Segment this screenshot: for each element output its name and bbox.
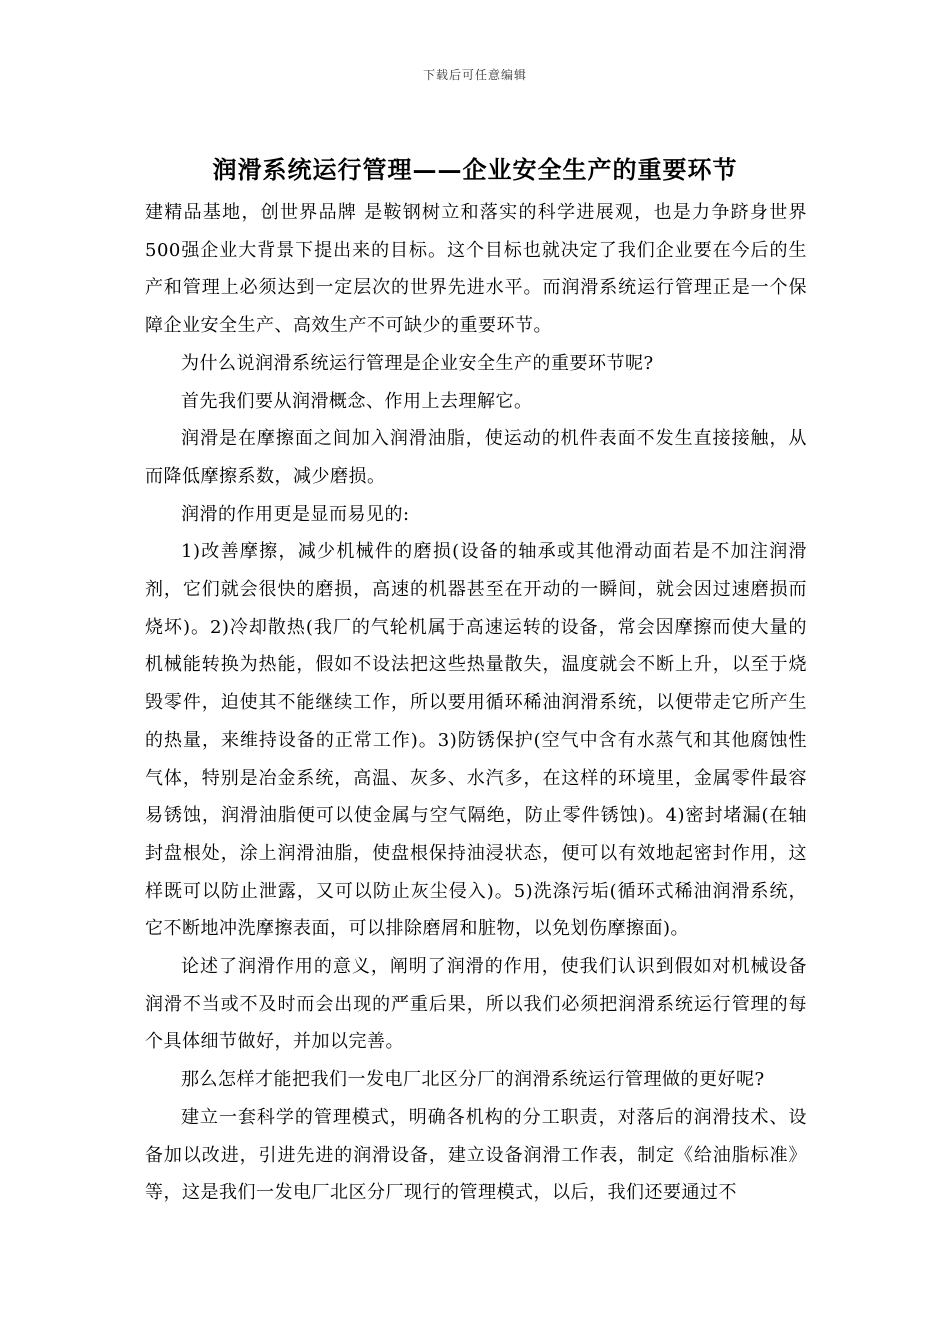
paragraph-functions-heading: 润滑的作用更是显而易见的: bbox=[181, 503, 410, 525]
paragraph-model: 建立一套科学的管理模式，明确各机构的分工职责，对落后的润滑技术、设备加以改进，引进先进的润滑设备，建立设备润滑工作表，制定《给油脂标准》等，这是我们一发电厂北区分厂现行的管理模式，以后，我们还要通过不 bbox=[145, 1106, 807, 1204]
paragraph-how: 那么怎样才能把我们一发电厂北区分厂的润滑系统运行管理做的更好呢? bbox=[181, 1069, 765, 1091]
paragraph-definition: 润滑是在摩擦面之间加入润滑油脂，使运动的机件表面不发生直接接触，从而降低摩擦系数，减少磨损。 bbox=[145, 428, 807, 487]
paragraph-question: 为什么说润滑系统运行管理是企业安全生产的重要环节呢? bbox=[181, 352, 654, 374]
document-title: 润滑系统运行管理——企业安全生产的重要环节 bbox=[212, 155, 738, 184]
paragraph-intro: 建精品基地，创世界品牌 是鞍钢树立和落实的科学进展观，也是力争跻身世界500强企业大背景下提出来的目标。这个目标也就决定了我们企业要在今后的生产和管理上必须达到一定层次的世界先进水平。而润滑系统运行管理正是一个保障企业安全生产、高效生产不可缺少的重要环节。 bbox=[145, 202, 807, 337]
paragraph-first: 首先我们要从润滑概念、作用上去理解它。 bbox=[181, 390, 533, 412]
document-body bbox=[145, 194, 807, 1212]
paragraph-functions-list: 1)改善摩擦，减少机械件的磨损(设备的轴承或其他滑动面若是不加注润滑剂，它们就会很快的磨损，高速的机器甚至在开动的一瞬间，就会因过速磨损而烧坏)。2)冷却散热(我厂的气轮机属于高速运转的设备，常会因摩擦而使大量的机械能转换为热能，假如不设法把这些热量散失，温度就会不断上升，以至于烧毁零件，迫使其不能继续工作，所以要用循环稀油润滑系统，以便带走它所产生的热量，来维持设备的正常工作)。3)防锈保护(空气中含有水蒸气和其他腐蚀性气体，特别是冶金系统，高温、灰多、水汽多，在这样的环境里，金属零件最容易锈蚀，润滑油脂便可以使金属与空气隔绝，防止零件锈蚀)。4)密封堵漏(在轴封盘根处，涂上润滑油脂，使盘根保持油浸状态，便可以有效地起密封作用，这样既可以防止泄露，又可以防止灰尘侵入)。5)洗涤污垢(循环式稀油润滑系统，它不断地冲洗摩擦表面，可以排除磨屑和脏物，以免划伤摩擦面)。 bbox=[145, 541, 807, 940]
paragraph-summary: 论述了润滑作用的意义，阐明了润滑的作用，使我们认识到假如对机械设备润滑不当或不及时而会出现的严重后果，所以我们必须把润滑系统运行管理的每个具体细节做好，并加以完善。 bbox=[145, 956, 807, 1053]
header-note: 下载后可任意编辑 bbox=[422, 68, 527, 82]
